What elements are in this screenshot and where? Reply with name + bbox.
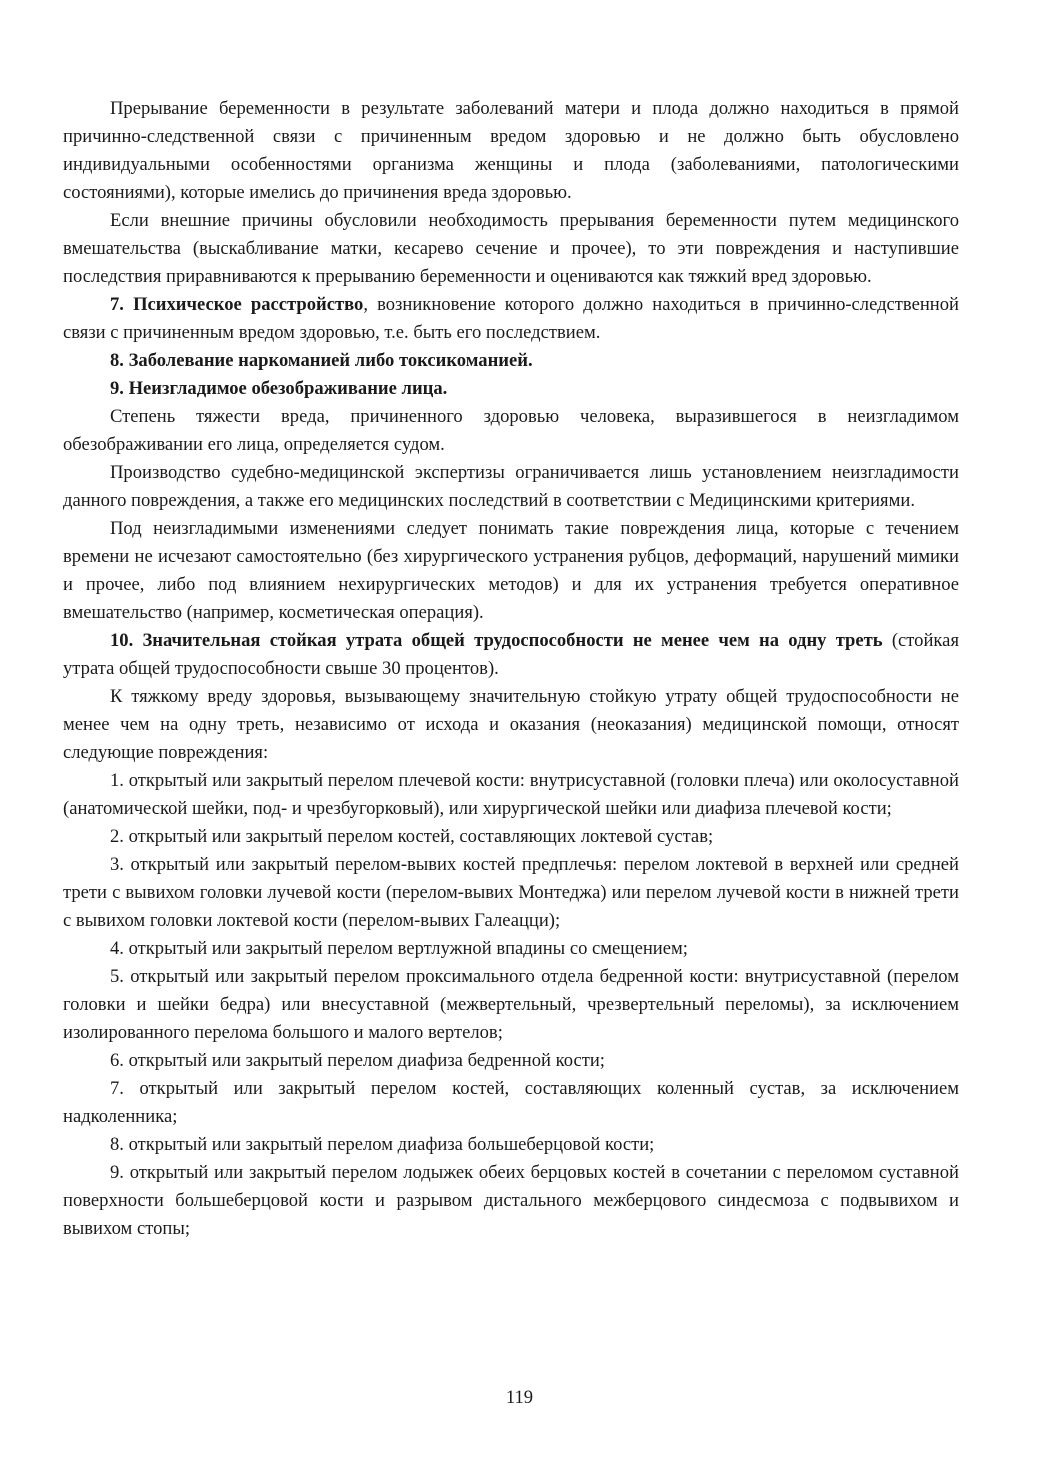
paragraph-text: (стойкая утрата общей трудоспособности свыше 30 процентов). <box>63 630 959 679</box>
page-number: 119 <box>505 1387 534 1408</box>
list-item-7 <box>63 1075 959 1131</box>
paragraph-indelible-changes <box>63 515 959 627</box>
paragraph-expertise <box>63 459 959 515</box>
list-item-2 <box>63 823 959 851</box>
paragraph-lead: 10. Значительная стойкая утрата общей трудоспособности не менее чем на одну треть <box>110 630 883 651</box>
body-text <box>63 95 959 1243</box>
paragraph-text: Если внешние причины обусловили необходимость прерывания беременности путем медицинского вмешательства (выскабливание матки, кесарево сечение и прочее), то эти повреждения и наступившие последствия приравниваются к прерыванию беременности и оцениваются как тяжкий вред здоровью. <box>63 210 959 287</box>
list-item-4 <box>63 935 959 963</box>
list-item-9 <box>63 1159 959 1243</box>
paragraph-text: 4. открытый или закрытый перелом вертлужной впадины со смещением; <box>110 938 688 959</box>
paragraph-injury-list-intro <box>63 683 959 767</box>
paragraph-item-10 <box>63 627 959 683</box>
paragraph-severity-court <box>63 403 959 459</box>
list-item-5 <box>63 963 959 1047</box>
paragraph-external-causes <box>63 207 959 291</box>
paragraph-text: 2. открытый или закрытый перелом костей, составляющих локтевой сустав; <box>110 826 714 847</box>
paragraph-text: 6. открытый или закрытый перелом диафиза бедренной кости; <box>110 1050 605 1071</box>
paragraph-text: Под неизгладимыми изменениями следует понимать такие повреждения лица, которые с течением времени не исчезают самостоятельно (без хирургического устранения рубцов, деформаций, нарушений мимики и прочее, либо под влиянием нехирургических методов) и для их устранения требуется оперативное вмешательство (например, косметическая операция). <box>63 518 959 623</box>
paragraph-item-9 <box>63 375 959 403</box>
paragraph-text: 5. открытый или закрытый перелом проксимального отдела бедренной кости: внутрисуставной (перелом головки и шейки бедра) или внесуставной (межвертельный, чрезвертельный переломы), за исключением изолированного перелома большого и малого вертелов; <box>63 966 959 1043</box>
paragraph-text: 1. открытый или закрытый перелом плечевой кости: внутрисуставной (головки плеча) или околосуставной (анатомической шейки, под- и чрезбугорковый), или хирургической шейки или диафиза плечевой кости; <box>63 770 959 819</box>
paragraph-text: 7. открытый или закрытый перелом костей, составляющих коленный сустав, за исключением надколенника; <box>63 1078 959 1127</box>
paragraph-text: 3. открытый или закрытый перелом-вывих костей предплечья: перелом локтевой в верхней или средней трети с вывихом головки лучевой кости (перелом-вывих Монтеджа) или перелом лучевой кости в нижней трети с вывихом головки локтевой кости (перелом-вывих Галеацци); <box>63 854 959 931</box>
paragraph-text: Производство судебно-медицинской экспертизы ограничивается лишь установлением неизгладимости данного повреждения, а также его медицинских последствий в соответствии с Медицинскими критериями. <box>63 462 959 511</box>
list-item-8 <box>63 1131 959 1159</box>
paragraph-text: 9. открытый или закрытый перелом лодыжек обеих берцовых костей в сочетании с переломом суставной поверхности большеберцовой кости и разрывом дистального межберцового синдесмоза с подвывихом и вывихом стопы; <box>63 1162 959 1239</box>
paragraph-text: 8. открытый или закрытый перелом диафиза большеберцовой кости; <box>110 1134 655 1155</box>
paragraph-pregnancy-termination <box>63 95 959 207</box>
list-item-3 <box>63 851 959 935</box>
list-item-1 <box>63 767 959 823</box>
paragraph-lead: 7. Психическое расстройство <box>110 294 364 315</box>
paragraph-text: Прерывание беременности в результате заболеваний матери и плода должно находиться в прямой причинно-следственной связи с причиненным вредом здоровью и не должно быть обусловлено индивидуальными особенностями организма женщины и плода (заболеваниями, патологическими состояниями), которые имелись до причинения вреда здоровью. <box>63 98 959 203</box>
paragraph-text: , возникновение которого должно находиться в причинно-следственной связи с причиненным вредом здоровью, т.е. быть его последствием. <box>63 294 960 343</box>
paragraph-item-8 <box>63 347 959 375</box>
paragraph-item-7 <box>63 291 959 347</box>
paragraph-text: Степень тяжести вреда, причиненного здоровью человека, выразившегося в неизгладимом обезображивании его лица, определяется судом. <box>63 406 959 455</box>
paragraph-lead: 9. Неизгладимое обезображивание лица. <box>110 378 448 399</box>
paragraph-lead: 8. Заболевание наркоманией либо токсикоманией. <box>110 350 533 371</box>
list-item-6 <box>63 1047 959 1075</box>
paragraph-text: К тяжкому вреду здоровья, вызывающему значительную стойкую утрату общей трудоспособности не менее чем на одну треть, независимо от исхода и оказания (неоказания) медицинской помощи, относят следующие повреждения: <box>63 686 959 763</box>
